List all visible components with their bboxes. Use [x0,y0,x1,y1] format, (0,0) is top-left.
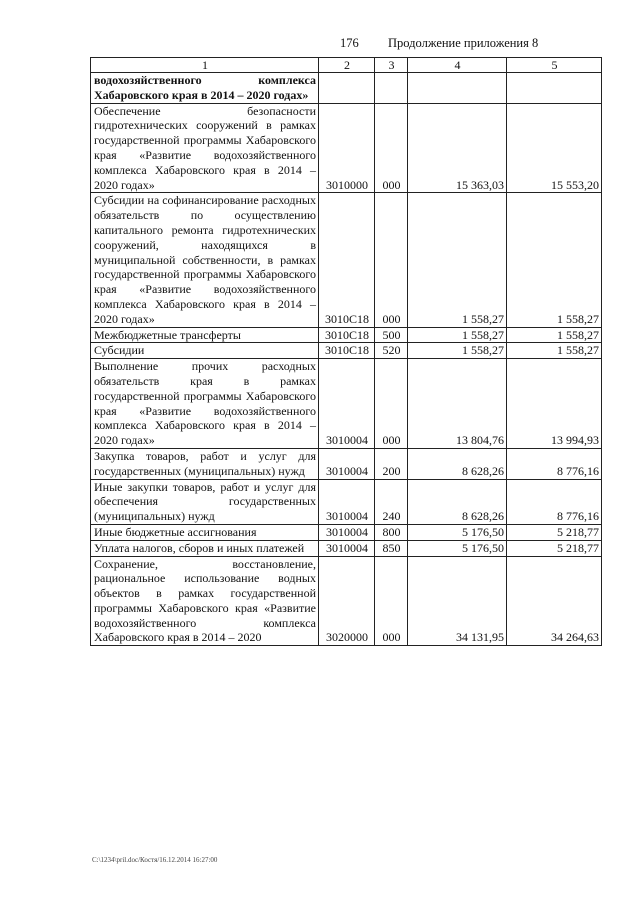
amount-cell: 8 776,16 [507,479,602,524]
amount-cell: 1 558,27 [408,193,507,327]
amount-cell: 8 628,26 [408,448,507,479]
table-header-row [91,58,602,73]
amount-cell: 1 558,27 [507,343,602,359]
row-name-cell: Иные закупки товаров, работ и услуг для обеспечения государственных (муниципальных) нужд [91,479,319,524]
amount-cell: 5 176,50 [408,540,507,556]
amount-cell: 1 558,27 [507,193,602,327]
table-row [91,193,602,327]
table-row [91,73,602,104]
expense-type-cell: 200 [375,448,408,479]
column-header: 3 [375,58,408,73]
amount-cell: 34 131,95 [408,556,507,646]
amount-cell: 15 553,20 [507,103,602,193]
row-name-cell: Уплата налогов, сборов и иных платежей [91,540,319,556]
amount-cell: 34 264,63 [507,556,602,646]
table-row [91,448,602,479]
column-header: 2 [319,58,375,73]
amount-cell: 5 218,77 [507,540,602,556]
row-name-cell: Межбюджетные трансферты [91,327,319,343]
expense-type-cell: 500 [375,327,408,343]
target-code-cell: 3010С18 [319,343,375,359]
table-row [91,103,602,193]
expense-type-cell [375,73,408,104]
budget-table [90,57,602,646]
target-code-cell: 3010004 [319,448,375,479]
target-code-cell: 3010004 [319,524,375,540]
row-name-cell: Субсидии на софинансирование расходных обязательств по осуществлению капитального ремонта гидротехнических сооружений, находящихся в муниципальной собственности, в рамках государственной программы Хабаровского края «Развитие водохозяйственного комплекса Хабаровского края в 2014 – 2020 годах» [91,193,319,327]
amount-cell [408,73,507,104]
target-code-cell: 3010000 [319,103,375,193]
amount-cell: 8 628,26 [408,479,507,524]
table-row [91,524,602,540]
amount-cell: 15 363,03 [408,103,507,193]
table-row [91,556,602,646]
amount-cell: 1 558,27 [408,343,507,359]
file-path-footer: C:\1234\pril.doc/Костя/16.12.2014 16:27:00 [92,856,218,864]
target-code-cell: 3010004 [319,540,375,556]
target-code-cell: 3010С18 [319,193,375,327]
expense-type-cell: 000 [375,103,408,193]
amount-cell: 8 776,16 [507,448,602,479]
expense-type-cell: 000 [375,556,408,646]
page-header [340,36,538,51]
table-row [91,479,602,524]
target-code-cell: 3010004 [319,479,375,524]
amount-cell: 5 218,77 [507,524,602,540]
amount-cell: 5 176,50 [408,524,507,540]
expense-type-cell: 000 [375,359,408,449]
column-header: 1 [91,58,319,73]
column-header: 5 [507,58,602,73]
target-code-cell [319,73,375,104]
row-name-cell: Иные бюджетные ассигнования [91,524,319,540]
row-name-cell: Закупка товаров, работ и услуг для государственных (муниципальных) нужд [91,448,319,479]
table-row [91,343,602,359]
target-code-cell: 3020000 [319,556,375,646]
amount-cell: 13 994,93 [507,359,602,449]
amount-cell: 1 558,27 [408,327,507,343]
row-name-cell: Выполнение прочих расходных обязательств края в рамках государственной программы Хабаровского края «Развитие водохозяйственного комплекса Хабаровского края в 2014 – 2020 годах» [91,359,319,449]
row-name-cell: водохозяйственного комплекса Хабаровского края в 2014 – 2020 годах» [91,73,319,104]
appendix-title: Продолжение приложения 8 [388,36,539,50]
expense-type-cell: 000 [375,193,408,327]
table-row [91,359,602,449]
page-number: 176 [340,36,359,50]
target-code-cell: 3010С18 [319,327,375,343]
row-name-cell: Сохранение, восстановление, рациональное использование водных объектов в рамках государственной программы Хабаровского края «Развитие водохозяйственного комплекса Хабаровского края в 2014 – 2020 [91,556,319,646]
expense-type-cell: 240 [375,479,408,524]
amount-cell [507,73,602,104]
target-code-cell: 3010004 [319,359,375,449]
column-header: 4 [408,58,507,73]
expense-type-cell: 850 [375,540,408,556]
expense-type-cell: 520 [375,343,408,359]
amount-cell: 1 558,27 [507,327,602,343]
table-row [91,540,602,556]
amount-cell: 13 804,76 [408,359,507,449]
row-name-cell: Обеспечение безопасности гидротехнических сооружений в рамках государственной программы Хабаровского края «Развитие водохозяйственного комплекса Хабаровского края в 2014 – 2020 годах» [91,103,319,193]
row-name-cell: Субсидии [91,343,319,359]
expense-type-cell: 800 [375,524,408,540]
table-row [91,327,602,343]
